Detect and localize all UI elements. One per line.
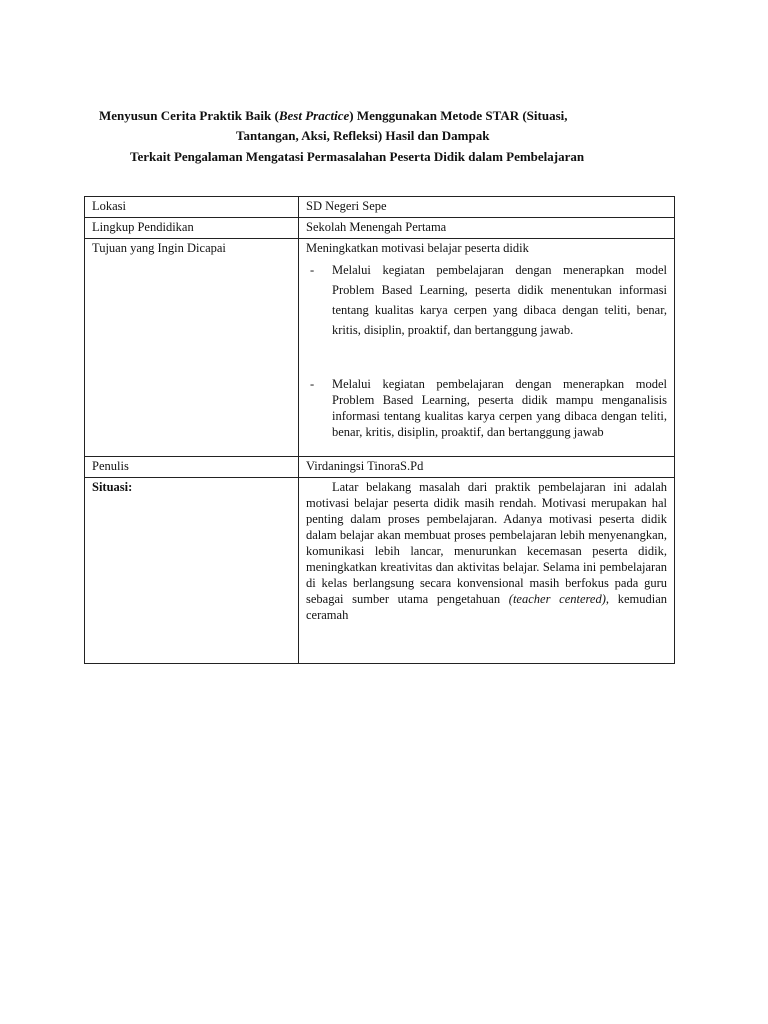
table-row-lingkup xyxy=(85,218,675,239)
table-row-situasi xyxy=(85,478,675,664)
situasi-value xyxy=(299,478,675,664)
title-line-2: Tantangan, Aksi, Refleksi) Hasil dan Dampak xyxy=(236,128,490,143)
table-row-penulis xyxy=(85,457,675,478)
tujuan-label: Tujuan yang Ingin Dicapai xyxy=(85,239,299,457)
lingkup-label: Lingkup Pendidikan xyxy=(85,218,299,239)
tujuan-item-1 xyxy=(306,260,667,340)
title-italic: Best Practice xyxy=(278,108,350,123)
title-line-1: Menyusun Cerita Praktik Baik (Best Practice) Menggunakan Metode STAR (Situasi, xyxy=(99,108,568,123)
info-table xyxy=(84,196,675,664)
title-line-3: Terkait Pengalaman Mengatasi Permasalahan Peserta Didik dalam Pembelajaran xyxy=(130,149,585,164)
situasi-paragraph: Latar belakang masalah dari praktik pembelajaran ini adalah motivasi belajar peserta didik masih rendah. Motivasi merupakan hal penting dalam proses pembelajaran. Adanya motivasi peserta didik dalam belajar akan membuat proses pembelajaran lebih menyenangkan, komunikasi lebih lancar, menurunkan kecemasan peserta didik, meningkatkan kreativitas dan aktivitas belajar. Selama ini pembelajaran di kelas berlangsung secara konvensional masih berfokus pada guru sebagai sumber utama pengetahuan (teacher centered), kemudian ceramah xyxy=(306,480,667,622)
situasi-italic: (teacher centered) xyxy=(508,592,606,606)
tujuan-item-text: Melalui kegiatan pembelajaran dengan menerapkan model Problem Based Learning, peserta didik menentukan informasi tentang kualitas karya cerpen yang dibaca dengan teliti, benar, kritis, disiplin, proaktif, dan bertanggung jawab. xyxy=(332,263,667,337)
penulis-label: Penulis xyxy=(85,457,299,478)
dash-marker: - xyxy=(310,263,315,277)
lokasi-label: Lokasi xyxy=(85,197,299,218)
penulis-value: Virdaningsi TinoraS.Pd xyxy=(299,457,675,478)
tujuan-item-2 xyxy=(306,376,667,440)
situasi-label: Situasi: xyxy=(85,478,299,664)
tujuan-value xyxy=(299,239,675,457)
table-row-tujuan xyxy=(85,239,675,457)
tujuan-item-text: Melalui kegiatan pembelajaran dengan menerapkan model Problem Based Learning, peserta didik mampu menganalisis informasi tentang kualitas karya cerpen yang dibaca dengan teliti, benar, kritis, disiplin, proaktif, dan bertanggung jawab xyxy=(332,377,667,439)
table-row-lokasi xyxy=(85,197,675,218)
lingkup-value: Sekolah Menengah Pertama xyxy=(299,218,675,239)
tujuan-intro: Meningkatkan motivasi belajar peserta didik xyxy=(306,241,529,255)
dash-marker: - xyxy=(310,377,315,391)
lokasi-value: SD Negeri Sepe xyxy=(299,197,675,218)
